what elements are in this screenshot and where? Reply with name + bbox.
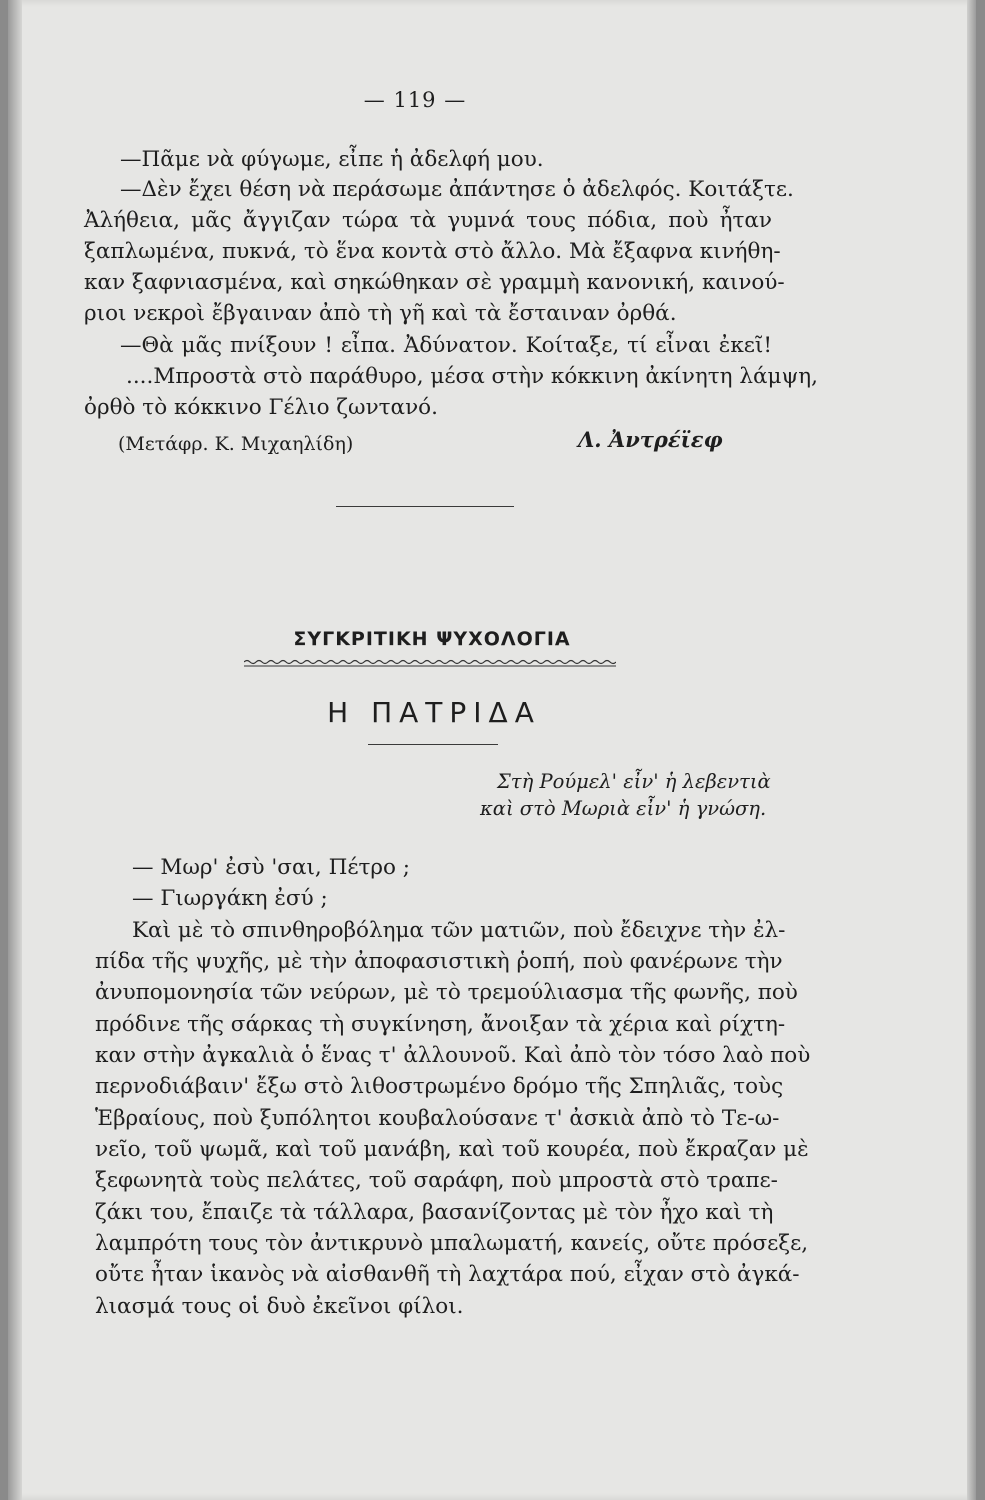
paragraph-line: λιασμά τους οἱ δυὸ ἐκεῖνοι φίλοι. — [95, 1294, 464, 1319]
paragraph-line: λαμπρότη τους τὸν ἀντικρυνὸ μπαλωματή, κανείς, οὔτε πρόσεξε, — [95, 1231, 809, 1256]
story-line: ριοι νεκροὶ ἔβγαιναν ἀπὸ τὴ γῆ καὶ τὰ ἔσταιναν ὀρθά. — [84, 301, 677, 326]
wavy-underline — [244, 658, 616, 668]
author-signature: Λ. Ἀντρέϊεφ — [578, 427, 723, 452]
page-number: — 119 — — [363, 88, 467, 112]
paragraph-line: ζάκι του, ἔπαιζε τὰ τάλλαρα, βασανίζοντας μὲ τὸν ἦχο καὶ τὴ — [95, 1200, 774, 1225]
translator-credit: (Μετάφρ. Κ. Μιχαηλίδη) — [118, 433, 354, 455]
paragraph-line: νεῖο, τοῦ ψωμᾶ, καὶ τοῦ μανάβη, καὶ τοῦ κουρέα, ποὺ ἔκραζαν μὲ — [95, 1137, 809, 1162]
paragraph-line: πρόδινε τῆς σάρκας τὴ συγκίνηση, ἄνοιξαν τὰ χέρια καὶ ρίχτη- — [95, 1012, 786, 1037]
page-binding-shadow — [8, 0, 22, 1500]
story-line: —Πᾶμε νὰ φύγωμε, εἶπε ἡ ἀδελφή μου. — [120, 147, 544, 172]
paragraph-line: ξεφωνητὰ τοὺς πελάτες, τοῦ σαράφη, ποὺ μπροστὰ στὸ τραπε- — [95, 1168, 778, 1193]
story-line: καν ξαφνιασμένα, καὶ σηκώθηκαν σὲ γραμμὴ κανονική, καινού- — [84, 270, 785, 295]
story-line: ὀρθὸ τὸ κόκκινο Γέλιο ζωντανό. — [84, 395, 438, 420]
story-line: Ἀλήθεια, μᾶς ἄγγιζαν τώρα τὰ γυμνά τους πόδια, ποὺ ἦταν — [84, 208, 772, 233]
paragraph-line: καν στὴν ἀγκαλιὰ ὁ ἕνας τ' ἀλλουνοῦ. Καὶ ἀπὸ τὸν τόσο λαὸ ποὺ — [95, 1043, 811, 1068]
paragraph-line: Καὶ μὲ τὸ σπινθηροβόλημα τῶν ματιῶν, ποὺ ἔδειχνε τὴν ἐλ- — [132, 918, 786, 943]
page-edge-shadow — [967, 0, 976, 1500]
dialogue-line: — Μωρ' ἐσὺ 'σαι, Πέτρο ; — [132, 855, 411, 880]
paragraph-line: πίδα τῆς ψυχῆς, μὲ τὴν ἀποφασιστικὴ ῥοπή, ποὺ φανέρωνε τὴν — [95, 949, 783, 974]
paragraph-line: ἀνυπομονησία τῶν νεύρων, μὲ τὸ τρεμούλιασμα τῆς φωνῆς, ποὺ — [95, 980, 798, 1005]
epigraph-line: καὶ στὸ Μωριὰ εἶν' ἡ γνώση. — [480, 797, 767, 820]
story-line: —Θὰ μᾶς πνίξουν ! εἶπα. Ἀδύνατον. Κοίταξε, τί εἶναι ἐκεῖ! — [120, 333, 772, 358]
story-line: ....Μπροστὰ στὸ παράθυρο, μέσα στὴν κόκκινη ἀκίνητη λάμψη, — [126, 364, 819, 389]
story-line: ξαπλωμένα, πυκνά, τὸ ἕνα κοντὰ στὸ ἄλλο. Μὰ ἔξαφνα κινήθη- — [84, 239, 781, 264]
paragraph-line: περνοδιάβαιν' ἔξω στὸ λιθοστρωμένο δρόμο τῆς Σπηλιᾶς, τοὺς — [95, 1074, 784, 1099]
dialogue-line: — Γιωργάκη ἐσύ ; — [132, 886, 328, 911]
article-title: Η ΠΑΤΡΙΔΑ — [327, 696, 541, 729]
paragraph-line: οὔτε ἦταν ἱκανὸς νὰ αἰσθανθῆ τὴ λαχτάρα πού, εἶχαν στὸ ἀγκά- — [95, 1262, 800, 1287]
section-heading: ΣΥΓΚΡΙΤΙΚΗ ΨΥΧΟΛΟΓΙΑ — [293, 628, 571, 650]
story-line: —Δὲν ἔχει θέση νὰ περάσωμε ἀπάντησε ὁ ἀδελφός. Κοιτάξτε. — [120, 177, 794, 202]
paragraph-line: Ἑβραίους, ποὺ ξυπόλητοι κουβαλούσανε τ' ἀσκιὰ ἀπὸ τὸ Τε-ω- — [95, 1106, 780, 1131]
section-divider — [336, 506, 514, 507]
title-underline — [368, 744, 498, 745]
epigraph-line: Στὴ Ρούμελ' εἶν' ἡ λεβεντιὰ — [497, 770, 771, 793]
